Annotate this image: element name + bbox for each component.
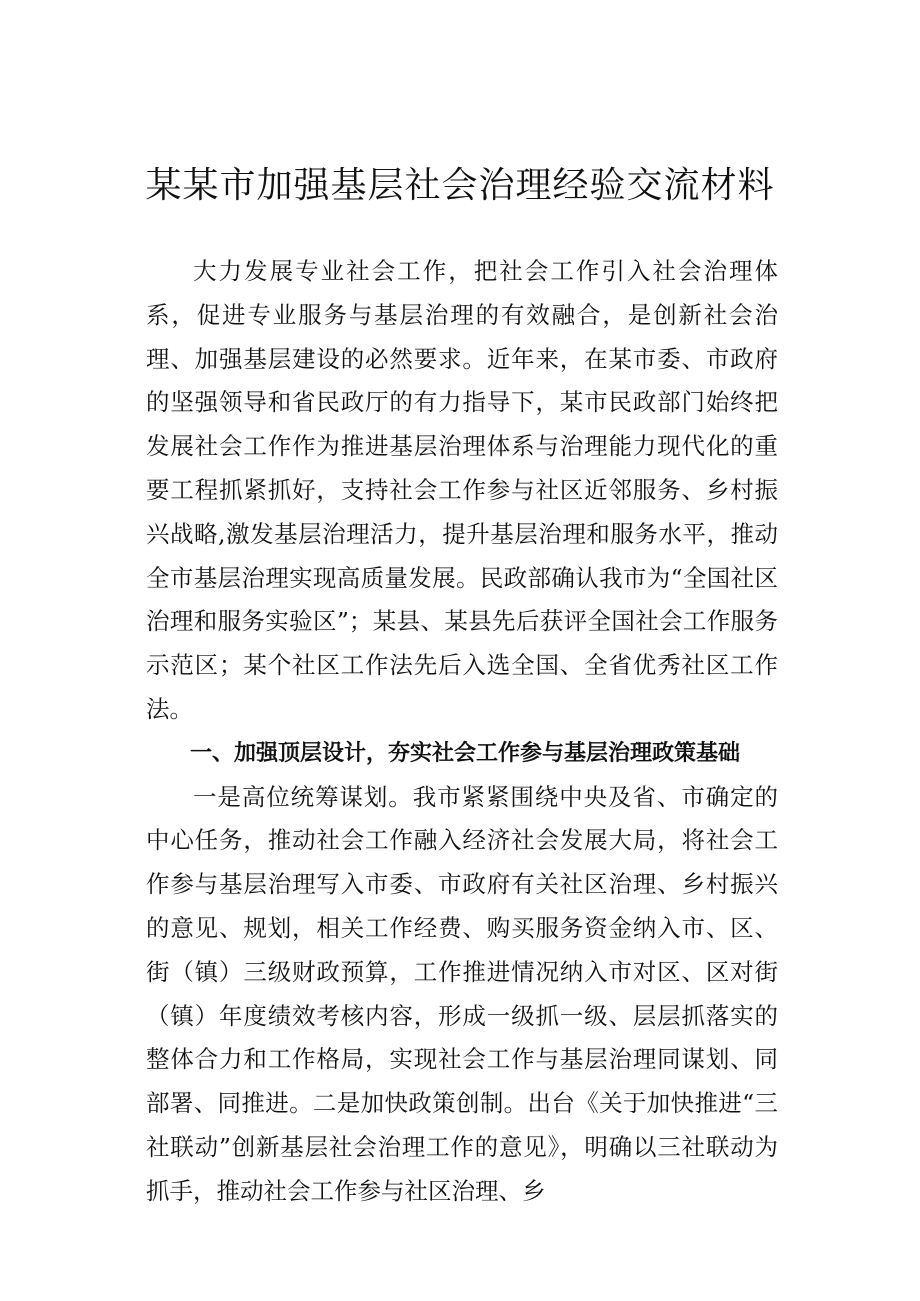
section-1-heading: 一、加强顶层设计，夯实社会工作参与基层治理政策基础 bbox=[190, 740, 741, 766]
section-1-paragraph: 一是高位统筹谋划。我市紧紧围绕中央及省、市确定的中心任务，推动社会工作融入经济社会发展大局，将社会工作参与基层治理写入市委、市政府有关社区治理、乡村振兴的意见、规划，相关工作经费、购买服务资金纳入市、区、街（镇）三级财政预算，工作推进情况纳入市对区、区对街（镇）年度绩效考核内容，形成一级抓一级、层层抓落实的整体合力和工作格局，实现社会工作与基层治理同谋划、同部署、同推进。二是加快政策创制。出台《关于加快推进“三社联动”创新基层社会治理工作的意见》，明确以三社联动为抓手，推动社会工作参与社区治理、乡 bbox=[146, 782, 778, 1205]
document-body bbox=[146, 250, 778, 1214]
document-title: 某某市加强基层社会治理经验交流材料 bbox=[145, 165, 775, 206]
intro-paragraph: 大力发展专业社会工作，把社会工作引入社会治理体系，促进专业服务与基层治理的有效融合，是创新社会治理、加强基层建设的必然要求。近年来，在某市委、市政府的坚强领导和省民政厅的有力指导下，某市民政部门始终把发展社会工作作为推进基层治理体系与治理能力现代化的重要工程抓紧抓好，支持社会工作参与社区近邻服务、乡村振兴战略,激发基层治理活力，提升基层治理和服务水平，推动全市基层治理实现高质量发展。民政部确认我市为“全国社区治理和服务实验区”；某县、某县先后获评全国社会工作服务示范区；某个社区工作法先后入选全国、全省优秀社区工作法。 bbox=[146, 257, 778, 723]
